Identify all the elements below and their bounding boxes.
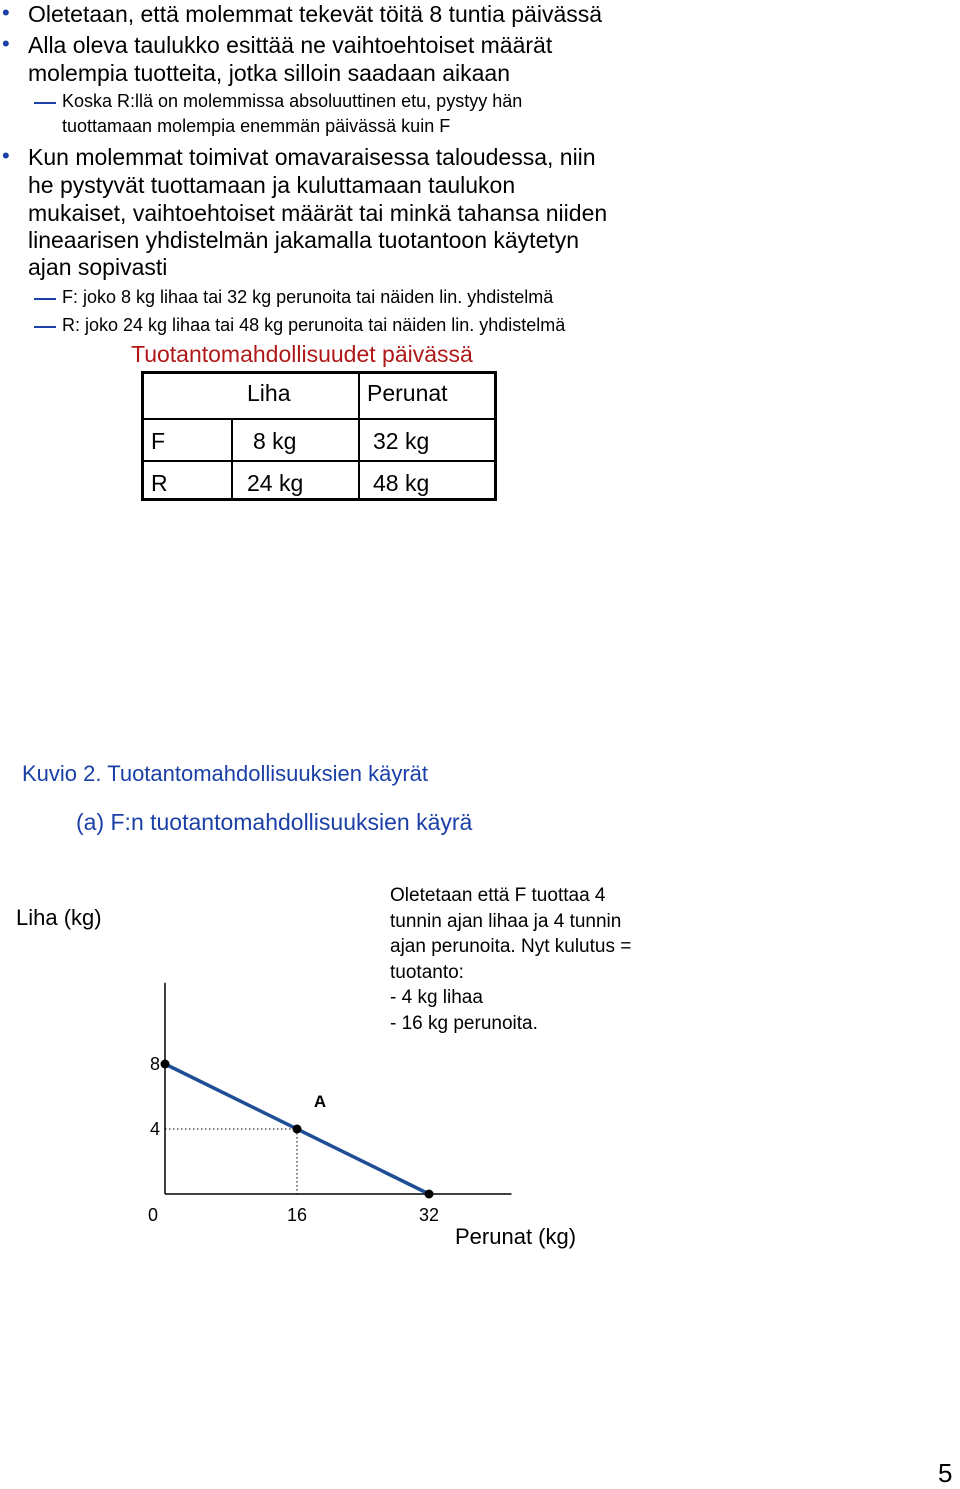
table-header-liha: Liha	[247, 380, 291, 406]
table-cell-r-liha: 24 kg	[247, 470, 304, 496]
assumption-note	[390, 883, 631, 1036]
data-point	[425, 1190, 434, 1199]
bullet-text-3-line-4: lineaarisen yhdistelmän jakamalla tuotantoon käytetyn	[28, 227, 580, 253]
dash-marker	[34, 102, 56, 104]
bullet-text-1: Oletetaan, että molemmat tekevät töitä 8 tuntia päivässä	[28, 1, 603, 27]
table-header-perunat: Perunat	[367, 380, 448, 406]
note-line: ajan perunoita. Nyt kulutus =	[390, 936, 632, 957]
table-hline-1	[144, 418, 494, 420]
y-tick-label: 8	[149, 1054, 160, 1074]
table-cell-r-name: R	[151, 470, 168, 496]
y-tick-label: 4	[149, 1119, 160, 1139]
ppf-line	[165, 1064, 429, 1194]
dash-marker	[34, 298, 56, 300]
bullet-text-3-line-2: he pystyvät tuottamaan ja kuluttamaan taulukon	[28, 172, 516, 198]
note-line: - 4 kg lihaa	[390, 987, 483, 1008]
sub-bullet-text-3-2: R: joko 24 kg lihaa tai 48 kg perunoita tai näiden lin. yhdistelmä	[62, 315, 566, 335]
table-title: Tuotantomahdollisuudet päivässä	[131, 341, 473, 367]
y-axis-label: Liha (kg)	[16, 905, 102, 930]
bullet-marker: •	[2, 0, 10, 25]
x-tick-label: 16	[286, 1205, 308, 1225]
table-cell-r-perunat: 48 kg	[373, 470, 430, 496]
page-number: 5	[938, 1458, 953, 1488]
note-line: Oletetaan että F tuottaa 4	[390, 885, 606, 906]
table-cell-f-name: F	[151, 428, 166, 454]
table-vline-1	[358, 374, 360, 501]
table-cell-f-perunat: 32 kg	[373, 428, 430, 454]
note-line: tunnin ajan lihaa ja 4 tunnin	[390, 910, 622, 932]
bullet-marker: •	[2, 143, 10, 168]
note-line: tuotanto:	[390, 961, 464, 983]
x-tick-label: 0	[147, 1205, 159, 1225]
bullet-text-3-line-3: mukaiset, vaihtoehtoiset määrät tai minkä tahansa niiden	[28, 200, 608, 226]
table-cell-f-liha: 8 kg	[253, 428, 297, 454]
figure-subcaption: (a) F:n tuotantomahdollisuuksien käyrä	[76, 809, 473, 835]
bullet-text-2-line-2: molempia tuotteita, jotka silloin saadaan aikaan	[28, 60, 511, 86]
data-point	[161, 1060, 170, 1069]
x-axis-label: Perunat (kg)	[455, 1224, 577, 1249]
figure-caption: Kuvio 2. Tuotantomahdollisuuksien käyrät	[22, 761, 429, 786]
x-tick-label: 32	[418, 1205, 440, 1225]
sub-bullet-text-2-line-1: Koska R:llä on molemmissa absoluuttinen etu, pystyy hän	[62, 91, 523, 111]
bullet-text-3-line-5: ajan sopivasti	[28, 254, 168, 280]
bullet-text-3-line-1: Kun molemmat toimivat omavaraisessa taloudessa, niin	[28, 144, 596, 170]
table-hline-2	[144, 460, 494, 462]
bullet-marker: •	[2, 31, 10, 56]
bullet-text-2-line-1: Alla oleva taulukko esittää ne vaihtoehtoiset määrät	[28, 32, 553, 58]
data-point	[293, 1125, 302, 1134]
production-table	[141, 371, 497, 501]
note-line: - 16 kg perunoita.	[390, 1012, 538, 1034]
dash-marker	[34, 326, 56, 328]
sub-bullet-text-3-1: F: joko 8 kg lihaa tai 32 kg perunoita tai näiden lin. yhdistelmä	[62, 287, 554, 307]
point-label: A	[313, 1092, 327, 1111]
sub-bullet-text-2-line-2: tuottamaan molempia enemmän päivässä kuin F	[62, 116, 451, 136]
